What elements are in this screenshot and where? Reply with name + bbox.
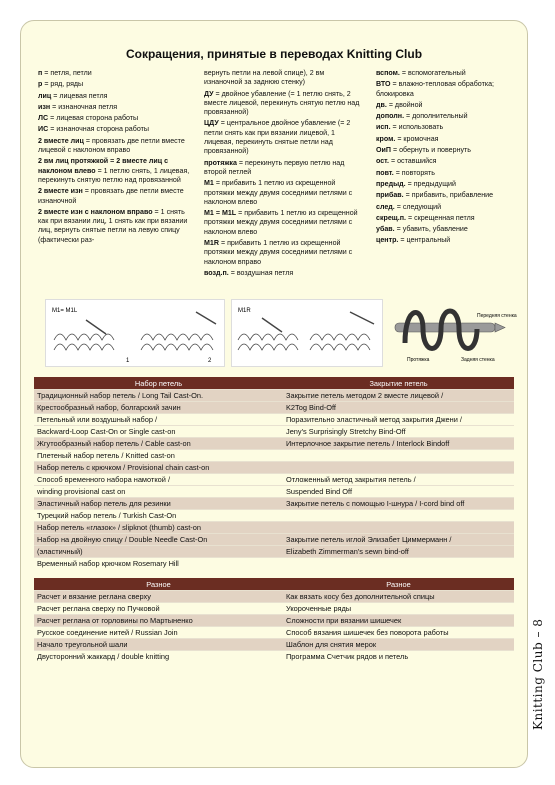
table-cell[interactable]: Suspended Bind Off: [283, 486, 514, 498]
abbreviation-definition: = следующий: [394, 202, 442, 211]
abbreviation-definition: = двойное убавление (= 1 петлю снять, 2 вместе лицевой, перекинуть снятую петлю над провязанной): [204, 89, 360, 117]
table-row: [34, 534, 514, 546]
table-cell[interactable]: [283, 450, 514, 462]
abbreviation-definition: = вспомогательный: [399, 69, 466, 77]
table-cell[interactable]: Elizabeth Zimmerman's sewn bind-off: [283, 546, 514, 558]
table-cell[interactable]: Жгутообразный набор петель / Cable cast-on: [34, 438, 283, 450]
abbreviation-definition: = влажно-тепловая обработка; блокировка: [376, 80, 495, 98]
abbreviation-entry: [376, 225, 518, 234]
abbreviation-term: исп.: [376, 123, 391, 132]
abbreviation-term: дв.: [376, 100, 387, 109]
back-label: Задняя стенка: [461, 357, 495, 363]
abbreviation-entry: [38, 69, 190, 78]
abbreviation-term: скрещ.п.: [376, 213, 406, 222]
table-cell[interactable]: Закрытие петель иглой Элизабет Циммерманн /: [283, 534, 514, 546]
abbreviation-entry: [38, 187, 190, 206]
m1r-illustration: [231, 299, 383, 367]
cast-on-bind-off-table: [34, 377, 514, 569]
abbreviation-entry: [204, 209, 362, 237]
table-cell[interactable]: Укороченные ряды: [283, 603, 514, 615]
table-cell[interactable]: Петельный или воздушный набор /: [34, 414, 283, 426]
table-row: [34, 546, 514, 558]
abbreviation-definition: = скрещенная петля: [406, 213, 475, 222]
abbreviation-entry: [376, 123, 518, 132]
abbreviation-entry: [38, 80, 190, 89]
table1-header-bindoff: Закрытие петель: [283, 377, 514, 390]
abbreviation-entry: [204, 90, 362, 118]
table-cell[interactable]: Двусторонний жаккард / double knitting: [34, 651, 283, 663]
abbreviations-column-3: [376, 69, 518, 248]
table-cell[interactable]: Сложности при вязании шишечек: [283, 615, 514, 627]
abbreviations-column-2: [204, 69, 362, 280]
abbreviation-definition: = кромочная: [395, 134, 439, 143]
abbreviation-term: ИС: [38, 125, 49, 134]
abbreviation-definition: = прибавить 1 петлю из скрещенной протяжки между двумя соседними петлями с наклоном вправо: [204, 239, 353, 266]
table-cell[interactable]: Закрытие петель методом 2 вместе лицевой /: [283, 390, 514, 402]
abbreviation-entry: [38, 125, 190, 134]
abbreviation-entry: [38, 103, 190, 112]
table-row: [34, 414, 514, 426]
abbreviation-term: вспом.: [376, 69, 400, 77]
table-row: [34, 486, 514, 498]
content-panel: [20, 20, 528, 768]
abbreviation-entry: [376, 169, 518, 178]
table-cell[interactable]: Jeny's Surprisingly Stretchy Bind-Off: [283, 426, 514, 438]
abbreviation-definition: = провязать две петли вместе лицевой с наклоном вправо: [38, 136, 185, 155]
abbreviation-term: ост.: [376, 157, 390, 166]
abbreviation-entry: [376, 146, 518, 155]
abbreviation-definition: = изнаночная сторона работы: [48, 125, 149, 134]
table-cell[interactable]: [283, 462, 514, 474]
side-label: [529, 520, 551, 730]
table-cell[interactable]: Расчет реглана сверху по Пучковой: [34, 603, 283, 615]
abbreviation-definition: = центральное двойное убавление (= 2 петли снять как при вязании лицевой, 1 лицевая, перекинуть снятые петли над провязанной): [204, 119, 351, 156]
abbreviation-entry: [376, 191, 518, 200]
abbreviation-definition: = 1 петлю снять, 1 лицевая, перекинуть снятую петлю над провязанной: [38, 166, 190, 184]
illustrations: [35, 299, 515, 379]
abbreviation-definition: = использовать: [390, 123, 444, 132]
table-cell[interactable]: Расчет и вязание реглана сверху: [34, 591, 283, 603]
abbreviation-entry: [376, 135, 518, 144]
abbreviation-entry: [376, 236, 518, 245]
abbreviation-term: лиц: [38, 91, 52, 100]
table-cell[interactable]: Как вязать косу без дополнительной спицы: [283, 591, 514, 603]
abbreviation-term: 2 вместе изн с наклоном вправо: [38, 207, 153, 216]
table-row: [34, 438, 514, 450]
abbreviation-term: кром.: [376, 134, 396, 143]
figure-number-1: 1: [126, 358, 130, 364]
table-cell[interactable]: (эластичный): [34, 546, 283, 558]
abbreviations-column-1: [38, 69, 190, 247]
table-row: [34, 498, 514, 510]
abbreviation-term: 2 вм лиц протяжкой = 2 вместе лиц с наклоном влево: [38, 157, 169, 175]
table-cell[interactable]: K2Tog Bind-Off: [283, 402, 514, 414]
abbreviation-term: M1R: [204, 239, 219, 248]
abbreviation-definition: = 1 снять как при вязании лиц, 1 снять как при вязании лиц, вернуть снятые петли на левую спицу (фактически раз-: [38, 207, 188, 244]
table-cell[interactable]: [283, 522, 514, 534]
table-row: [34, 510, 514, 522]
abbreviation-term: 2 вместе лиц: [38, 136, 84, 145]
abbreviation-definition: = прибавить, прибавление: [403, 191, 494, 200]
table-row: [34, 462, 514, 474]
abbreviation-term: центр.: [376, 236, 399, 245]
stitch-diagram: [391, 299, 517, 365]
table-cell[interactable]: Backward-Loop Cast-On or Single cast-on: [34, 426, 283, 438]
misc-table: [34, 578, 514, 662]
abbreviation-entry: [204, 119, 362, 156]
table-row: [34, 603, 514, 615]
abbreviation-term: ЦДУ: [204, 119, 219, 128]
abbreviation-term: протяжка: [204, 158, 237, 167]
table-row: [34, 450, 514, 462]
m1l-illustration: [45, 299, 225, 367]
abbreviation-term: предыд.: [376, 179, 406, 188]
abbreviation-entry: [38, 114, 190, 123]
table-cell[interactable]: Шаблон для снятия мерок: [283, 639, 514, 651]
table-row: [34, 639, 514, 651]
table-cell[interactable]: Эластичный набор петель для резинки: [34, 498, 283, 510]
figure-number-2: 2: [208, 358, 212, 364]
abbreviation-definition: = убавить, убавление: [394, 225, 468, 234]
abbreviation-definition: = предыдущий: [405, 179, 456, 188]
table-row: [34, 615, 514, 627]
table-cell[interactable]: Крестообразный набор, болгарский зачин: [34, 402, 283, 414]
table-cell[interactable]: Начало треугольной шали: [34, 639, 283, 651]
abbreviation-definition: = петля, петли: [42, 69, 92, 77]
abbreviation-entry: [376, 69, 518, 78]
abbreviation-definition: = обернуть и повернуть: [390, 146, 471, 155]
table-cell[interactable]: Способ вязания шишечек без поворота работы: [283, 627, 514, 639]
abbreviation-entry: [204, 269, 362, 278]
abbreviation-entry: [38, 137, 190, 156]
abbreviation-entry: [204, 239, 362, 267]
abbreviation-term: ДУ: [204, 89, 214, 98]
table-cell[interactable]: Интерлочное закрытие петель / Interlock Bindoff: [283, 438, 514, 450]
table-row: [34, 390, 514, 402]
abbreviations-columns: [38, 69, 518, 317]
abbreviation-entry: [38, 157, 190, 185]
table-cell[interactable]: Программа Счетчик рядов и петель: [283, 651, 514, 663]
m1r-label: M1R: [238, 308, 251, 314]
abbreviation-term: прибав.: [376, 191, 404, 200]
table-cell[interactable]: Временный набор крючком Rosemary Hill: [34, 558, 283, 570]
abbreviation-term: п: [38, 69, 43, 77]
abbreviation-entry: [376, 214, 518, 223]
table-cell[interactable]: Расчет реглана от горловины по Мартыненко: [34, 615, 283, 627]
m1l-label: M1= M1L: [52, 308, 78, 314]
abbreviation-term: возд.п.: [204, 268, 229, 277]
abbreviation-term: р: [38, 80, 43, 89]
abbreviation-definition: = ряд, ряды: [42, 80, 84, 89]
abbreviation-definition: = дополнительный: [404, 112, 468, 121]
table-cell[interactable]: Закрытие петель с помощью I-шнура / I-cord bind off: [283, 498, 514, 510]
table-cell[interactable]: Плетеный набор петель / Knitted cast-on: [34, 450, 283, 462]
table-cell[interactable]: Набор на двойную спицу / Double Needle Cast-On: [34, 534, 283, 546]
abbreviation-term: дополн.: [376, 112, 405, 121]
table-row: [34, 651, 514, 663]
abbreviation-entry: [204, 179, 362, 207]
front-label: Передняя стенка: [477, 313, 517, 319]
abbreviation-term: ОиП: [376, 146, 391, 155]
table2-header-misc-left: Разное: [34, 578, 283, 591]
abbreviation-definition: = прибавить 1 петлю из скрещенной протяжки между двумя соседними петлями с наклоном влево: [204, 209, 358, 236]
table-cell[interactable]: Поразительно эластичный метод закрытия Джени /: [283, 414, 514, 426]
abbreviation-definition: = двойной: [386, 100, 423, 109]
page-title: Сокращения, принятые в переводах Knitting Club: [125, 47, 423, 61]
table2-header-misc-right: Разное: [283, 578, 514, 591]
abbreviation-entry: [204, 69, 362, 88]
abbreviation-entry: [376, 80, 518, 99]
abbreviation-term: M1: [204, 179, 214, 188]
table-cell[interactable]: Традиционный набор петель / Long Tail Cast-On.: [34, 390, 283, 402]
table-cell[interactable]: Отложенный метод закрытия петель /: [283, 474, 514, 486]
abbreviation-term: повт.: [376, 168, 394, 177]
abbreviation-entry: [376, 180, 518, 189]
table-cell[interactable]: Набор петель с крючком / Provisional chain cast-on: [34, 462, 283, 474]
abbreviation-entry: [38, 208, 190, 245]
table-row: [34, 558, 514, 570]
abbreviation-definition: вернуть петли на левой спице), 2 вм изнаночной за заднюю стенку): [204, 69, 325, 87]
table1-header-caston: Набор петель: [34, 377, 283, 390]
table-cell[interactable]: Турецкий набор петель / Turkish Cast-On: [34, 510, 283, 522]
abbreviation-definition: = оставшийся: [389, 157, 437, 166]
abbreviation-entry: [376, 157, 518, 166]
pull-label: Протяжка: [407, 357, 430, 363]
abbreviation-term: изн: [38, 102, 51, 111]
abbreviation-term: ВТО: [376, 80, 391, 89]
table-cell[interactable]: Способ временного набора намоткой /: [34, 474, 283, 486]
magazine-page-label: Knitting Club – 8: [531, 618, 545, 730]
abbreviation-entry: [204, 159, 362, 178]
table-cell[interactable]: [283, 558, 514, 570]
abbreviation-definition: = центральный: [398, 236, 451, 245]
abbreviation-definition: = провязать две петли вместе изнаночной: [38, 187, 184, 205]
table-row: [34, 426, 514, 438]
abbreviation-term: след.: [376, 202, 395, 211]
abbreviation-definition: = прибавить 1 петлю из скрещенной протяжки между двумя соседними петлями с наклоном влево: [204, 179, 353, 206]
abbreviation-entry: [376, 203, 518, 212]
table-row: [34, 402, 514, 414]
abbreviation-term: убав.: [376, 225, 395, 234]
table-row: [34, 522, 514, 534]
abbreviation-term: 2 вместе изн: [38, 187, 83, 196]
abbreviation-entry: [376, 112, 518, 121]
table-cell[interactable]: winding provisional cast on: [34, 486, 283, 498]
table-cell[interactable]: [283, 510, 514, 522]
table-cell[interactable]: Русское соединение нитей / Russian Join: [34, 627, 283, 639]
abbreviation-definition: = лицевая сторона работы: [48, 114, 139, 123]
abbreviation-definition: = изнаночная петля: [50, 102, 118, 111]
table-row: [34, 474, 514, 486]
abbreviation-definition: = воздушная петля: [228, 268, 294, 277]
abbreviation-entry: [376, 101, 518, 110]
table-row: [34, 627, 514, 639]
abbreviation-entry: [38, 92, 190, 101]
abbreviation-term: ЛС: [38, 114, 49, 123]
abbreviation-term: M1 = M1L: [204, 209, 237, 218]
abbreviation-definition: = повторять: [393, 168, 435, 177]
abbreviation-definition: = лицевая петля: [51, 91, 108, 100]
table-row: [34, 591, 514, 603]
abbreviation-definition: = перекинуть первую петлю над второй петлей: [204, 158, 345, 176]
table-cell[interactable]: Набор петель «глазок» / slipknot (thumb) cast-on: [34, 522, 283, 534]
